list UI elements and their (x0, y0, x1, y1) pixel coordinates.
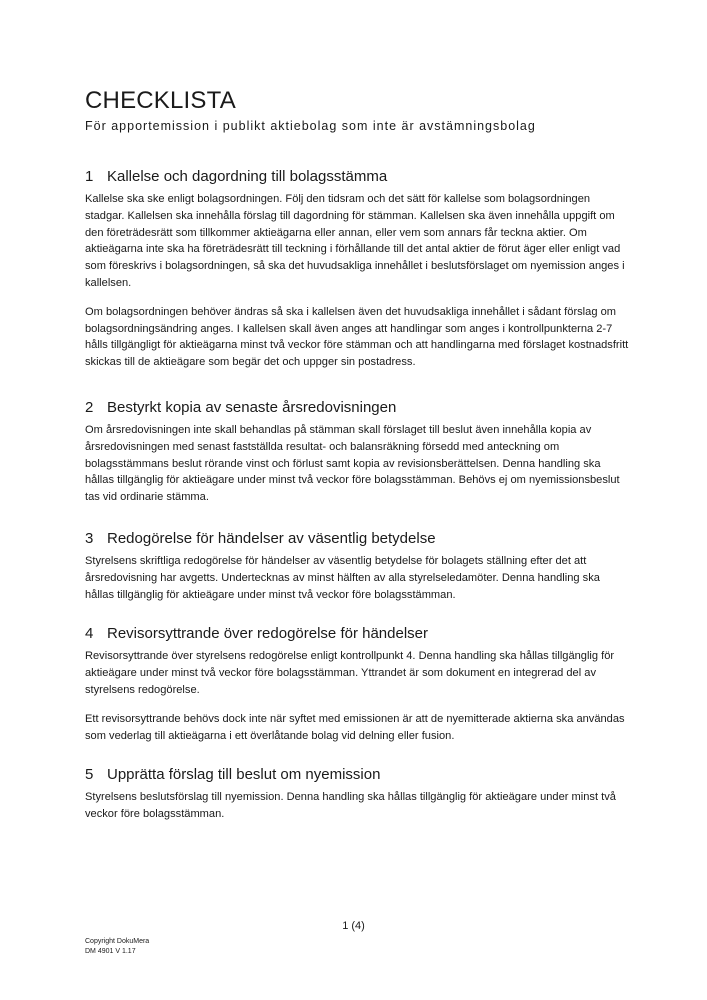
section-paragraph: Om årsredovisningen inte skall behandlas på stämman skall förslaget till beslut även innehålla kopia av årsredovisningen med senast fastställda resultat- och balansräkning försedd med anteckning om bolagsstämmans beslut rörande vinst och förlust samt kopia av revisionsberättelsen. Denna handling ska hållas tillgänglig för aktieägare under minst två veckor före bolagsstämman. Behövs ej om nyemissionsbeslut tas vid ordinarie stämma. (85, 423, 620, 504)
section-heading (85, 398, 630, 418)
section-paragraph: Ett revisorsyttrande behövs dock inte när syftet med emissionen är att de nyemitterade aktierna ska användas som vederlag till aktieägarna i ett överlåtande bolag vid delning eller fusion. (85, 712, 625, 742)
section-number: 4 (85, 625, 94, 643)
copyright-text: Copyright DokuMera (85, 938, 150, 945)
section-number: 1 (85, 168, 94, 185)
section-5 (85, 765, 630, 823)
section-number: 3 (85, 529, 94, 547)
section-title: Upprätta förslag till beslut om nyemission (107, 766, 381, 784)
section-title: Revisorsyttrande över redogörelse för händelser (107, 625, 428, 643)
document-subtitle: För apportemission i publikt aktiebolag som inte är avstämningsbolag (85, 119, 536, 133)
section-number: 5 (85, 766, 94, 784)
section-1 (85, 167, 630, 371)
section-paragraph: Styrelsens skriftliga redogörelse för händelser av väsentlig betydelse för bolagets ställning efter det att årsredovisning har avgetts. Undertecknas av minst hälften av alla styrelseledamöter. Denna handling ska hållas tillgänglig för aktieägare under minst två veckor före bolagsstämman. (85, 554, 600, 601)
section-heading (85, 765, 630, 785)
section-paragraph: Revisorsyttrande över styrelsens redogörelse enligt kontrollpunkt 4. Denna handling ska hållas tillgänglig för aktieägare under minst två veckor före bolagsstämman. Yttrandet är som dokument en integrerad del av styrelsens redogörelse. (85, 650, 615, 696)
section-title: Kallelse och dagordning till bolagsstämma (107, 168, 388, 185)
section-number: 2 (85, 398, 94, 416)
section-2 (85, 398, 630, 506)
page-footer (85, 937, 149, 957)
section-heading (85, 167, 630, 187)
section-paragraph: Styrelsens beslutsförslag till nyemission. Denna handling ska hållas tillgänglig för aktieägare under minst två veckor före bolagsstämman. (85, 791, 616, 821)
section-3 (85, 529, 630, 603)
section-title: Redogörelse för händelser av väsentlig betydelse (107, 529, 436, 547)
page-number: 1 (4) (342, 920, 365, 932)
section-title: Bestyrkt kopia av senaste årsredovisningen (107, 398, 397, 416)
document-code: DM 4901 V 1.17 (85, 948, 136, 955)
section-4 (85, 624, 630, 744)
section-paragraph: Om bolagsordningen behöver ändras så ska i kallelsen även det huvudsakliga innehållet i sådant förslag om bolagsordningsändring anges. I kallelsen skall även anges att handlingar som anges i kontrollpunkterna 2-7 hålls tillgängligt för aktieägarna minst två veckor före stämman och att handlingarna med förslaget kostnadsfritt skickas till de aktieägare som begär det och uppger sin postadress. (85, 305, 629, 369)
section-heading (85, 624, 630, 644)
document-content (85, 86, 630, 823)
document-title: CHECKLISTA (85, 87, 236, 114)
section-paragraph: Kallelse ska ske enligt bolagsordningen. Följ den tidsram och det sätt för kallelse som bolagsordningen stadgar. Kallelsen ska innehålla förslag till dagordning för stämman. Kallelsen ska även innehålla uppgift om den företrädesrätt som tillkommer aktieägarna eller annan, eller vem som annars får teckna aktier. Om aktieägarna inte ska ha företrädesrätt till teckning i förhållande till det antal aktier de förut äger eller enligt vad som föreskrivs i bolagsordningen, så ska det huvudsakliga innehållet i beslutsförslaget om nyemission anges i kallelsen. (85, 193, 625, 289)
section-heading (85, 529, 630, 549)
